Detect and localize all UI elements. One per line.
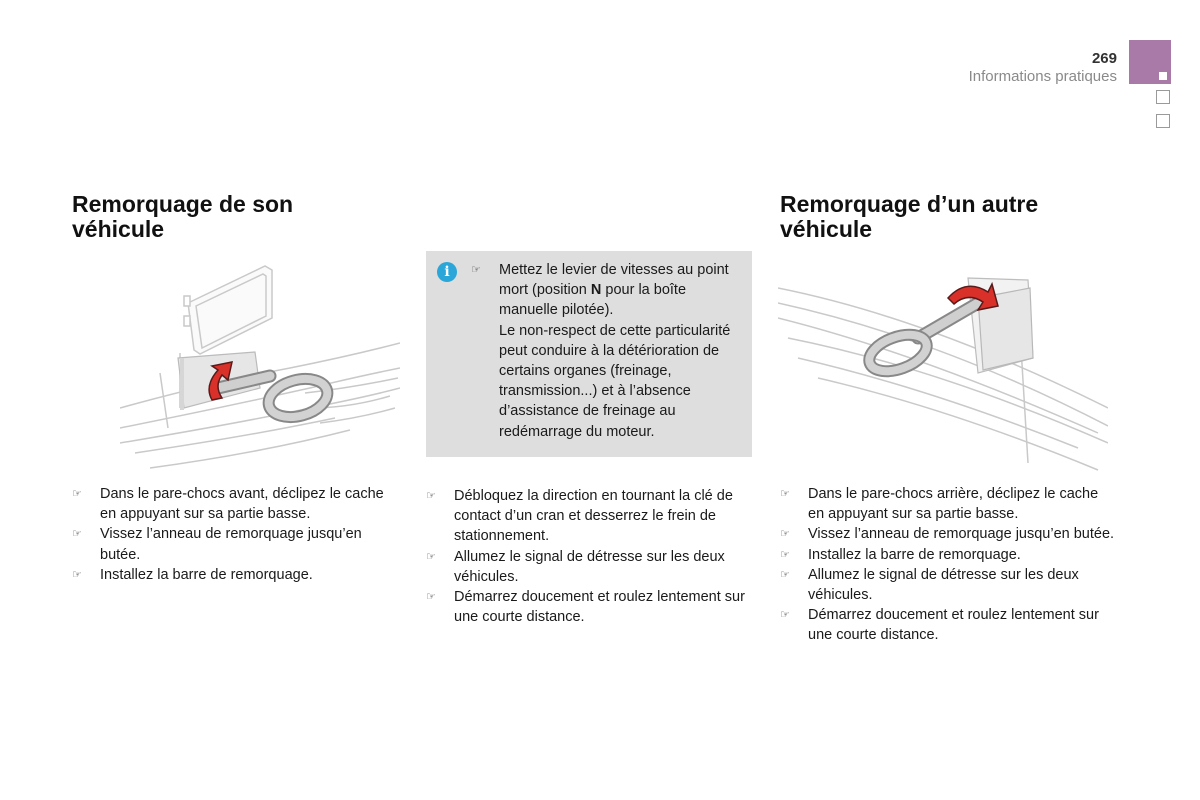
info-icon: [437, 262, 457, 282]
bullet-mark-icon: ☞: [426, 490, 436, 502]
info-note-text: Mettez le levier de vitesses au point mort (position N pour la boîte manuelle pilotée).: [499, 262, 729, 319]
rear-towing-eye-illustration: [778, 258, 1108, 473]
page-header: [969, 50, 1117, 86]
list-item: ☞ Vissez l’anneau de remorquage jusqu’en butée.: [72, 526, 362, 563]
section-title: Informations pratiques: [968, 68, 1117, 85]
bullet-mark-icon: ☞: [780, 528, 790, 541]
list-item: ☞ Dans le pare-chocs avant, déclipez le cache en appuyant sur sa partie basse.: [72, 486, 384, 523]
section-heading-own-vehicle: Remorquage de son véhicule: [72, 191, 294, 242]
list-item: ☞ Démarrez doucement et roulez lentement sur une courte distance.: [780, 607, 1099, 644]
list-item: ☞ Débloquez la direction en tournant la clé de contact d’un cran et desserrez le frein de stationnement.: [426, 488, 733, 545]
list-item: ☞ Allumez le signal de détresse sur les deux véhicules.: [426, 548, 725, 585]
info-note-warning: Le non-respect de cette particularité peut conduire à la détérioration de certains organes (freinage, transmission...) et à l’absence d’assistance de freinage au redémarrage du moteur.: [499, 322, 731, 440]
info-note-box: [426, 251, 752, 457]
list-item: ☞ Installez la barre de remorquage.: [780, 545, 1115, 565]
bullet-mark-icon: ☞: [72, 568, 82, 581]
bullet-mark-icon: ☞: [72, 528, 82, 541]
bullet-mark-icon: ☞: [780, 609, 790, 622]
list-item: ☞ Démarrez doucement et roulez lentement sur une courte distance.: [426, 589, 745, 626]
section-heading-other-vehicle: Remorquage d’un autre véhicule: [780, 191, 1039, 242]
own-vehicle-steps: [72, 484, 392, 585]
bullet-mark-icon: ☞: [780, 488, 790, 500]
towing-steps: [426, 486, 761, 627]
chapter-tab-marker: [1159, 72, 1167, 80]
chapter-tab-box: [1156, 90, 1170, 104]
front-towing-eye-illustration: [120, 258, 400, 473]
chapter-tab-box: [1156, 114, 1170, 128]
bullet-mark-icon: ☞: [471, 264, 481, 276]
bullet-mark-icon: ☞: [780, 568, 790, 581]
list-item: ☞ Installez la barre de remorquage.: [72, 565, 392, 585]
bullet-mark-icon: ☞: [72, 488, 82, 500]
list-item: ☞ Allumez le signal de détresse sur les deux véhicules.: [780, 566, 1079, 604]
page-number: 269: [1091, 50, 1117, 67]
bullet-mark-icon: ☞: [426, 550, 436, 563]
list-item: [471, 260, 741, 442]
info-note-list: [471, 260, 741, 442]
bullet-mark-icon: ☞: [780, 548, 790, 561]
list-item: ☞ Vissez l’anneau de remorquage jusqu’en butée.: [780, 524, 1115, 544]
bullet-mark-icon: ☞: [426, 591, 436, 604]
other-vehicle-steps: [780, 484, 1115, 646]
list-item: ☞ Dans le pare-chocs arrière, déclipez le cache en appuyant sur sa partie basse.: [780, 486, 1099, 523]
